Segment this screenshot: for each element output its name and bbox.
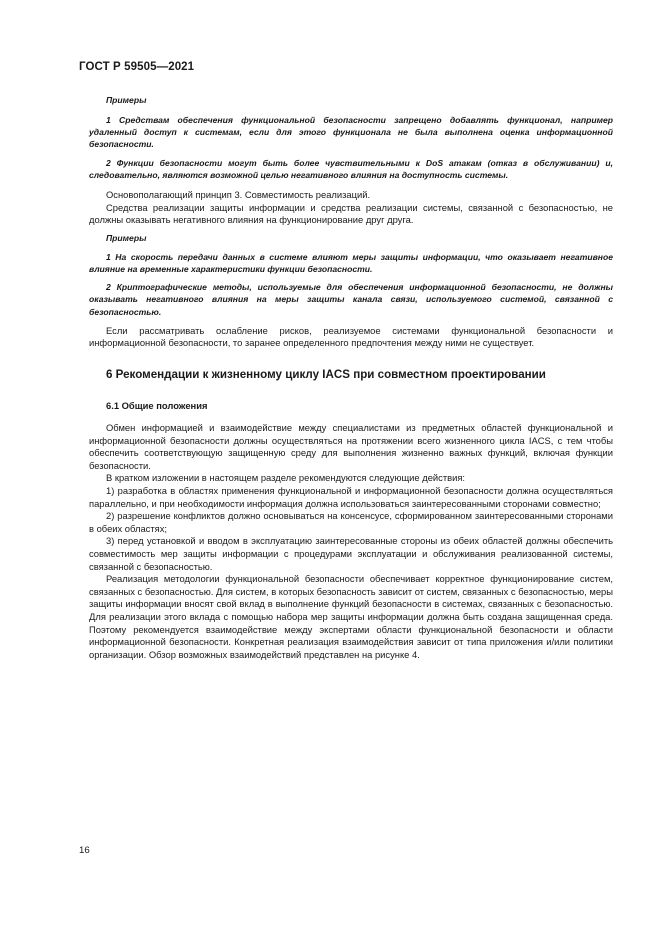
principle-3-text: Средства реализации защиты информации и средства реализации системы, связанной с безопасностью, не должны оказывать негативного влияния на функционирование друг друга.: [89, 201, 613, 226]
example-2: 2 Криптографические методы, используемые для обеспечения информационной безопасности, не должны оказывать негативного влияния на меры защиты канала связи, используемого системой, связанной с безопасностью.: [89, 282, 613, 317]
example-2: 2 Функции безопасности могут быть более чувствительными к DoS атакам (отказ в обслуживании) и, следовательно, являются возможной целью негативного влияния на доступность системы.: [89, 157, 613, 180]
examples-label: Примеры: [106, 232, 147, 243]
risk-paragraph: Если рассматривать ослабление рисков, реализуемое системами функциональной безопасности и информационной безопасности, то заранее определенного предпочтения между ними не существует.: [89, 324, 613, 349]
subsection-heading: 6.1 Общие положения: [106, 400, 208, 411]
examples-label: Примеры: [106, 95, 147, 105]
page-number: 16: [79, 845, 90, 856]
paragraph: Обмен информацией и взаимодействие между специалистами из предметных областей функциональной и информационной безопасности должны осуществляться на протяжении всего жизненного цикла IACS, с тем чтобы обеспечить соответствующую защищенную среду для выполнения жизненно важных функций, включая функции безопасности.: [89, 422, 613, 471]
section-heading: 6 Рекомендации к жизненному циклу IACS при совместном проектировании: [106, 368, 546, 381]
example-1: 1 Средствам обеспечения функциональной безопасности запрещено добавлять функционал, например удаленный доступ к системам, если для этого функционала не была выполнена оценка информационной безопасности.: [89, 115, 613, 150]
paragraph: В кратком изложении в настоящем разделе рекомендуются следующие действия:: [106, 472, 466, 484]
page-content: [89, 92, 613, 661]
list-item: 1) разработка в областях применения функциональной и информационной безопасности должна осуществляться параллельно, и при необходимости информация должна использоваться заинтересованными сторонами совместно;: [89, 484, 613, 509]
principle-3-heading: Основополагающий принцип 3. Совместимость реализаций.: [106, 189, 371, 201]
list-item: 2) разрешение конфликтов должно основываться на консенсусе, сформированном заинтересованными сторонами в обеих областях;: [89, 510, 613, 534]
paragraph: Реализация методологии функциональной безопасности обеспечивает корректное функционирование систем, связанных с безопасностью. Для систем, в которых безопасность зависит от систем, связанных с безопасностью, меры защиты информации вносят свой вклад в выполнение функций безопасности в системах, связанных с безопасностью. Для реализации этого вклада с помощью набора мер защиты информации должна быть создана защищенная среда. Поэтому рекомендуется взаимодействие между экспертами области функциональной безопасности и области информационной безопасности. Конкретная реализация взаимодействия зависит от типа приложения и/или политики организации. Обзор возможных взаимодействий представлен на рисунке 4.: [89, 573, 613, 660]
example-1: 1 На скорость передачи данных в системе влияют меры защиты информации, что оказывает негативное влияние на временные характеристики функции безопасности.: [89, 251, 613, 274]
list-item: 3) перед установкой и вводом в эксплуатацию заинтересованные стороны из обеих областей должны обеспечить совместимость мер защиты информации с процедурами эксплуатации и обслуживания реализованной системы, связанной с безопасностью.: [89, 535, 613, 572]
document-id: ГОСТ Р 59505—2021: [79, 61, 195, 73]
